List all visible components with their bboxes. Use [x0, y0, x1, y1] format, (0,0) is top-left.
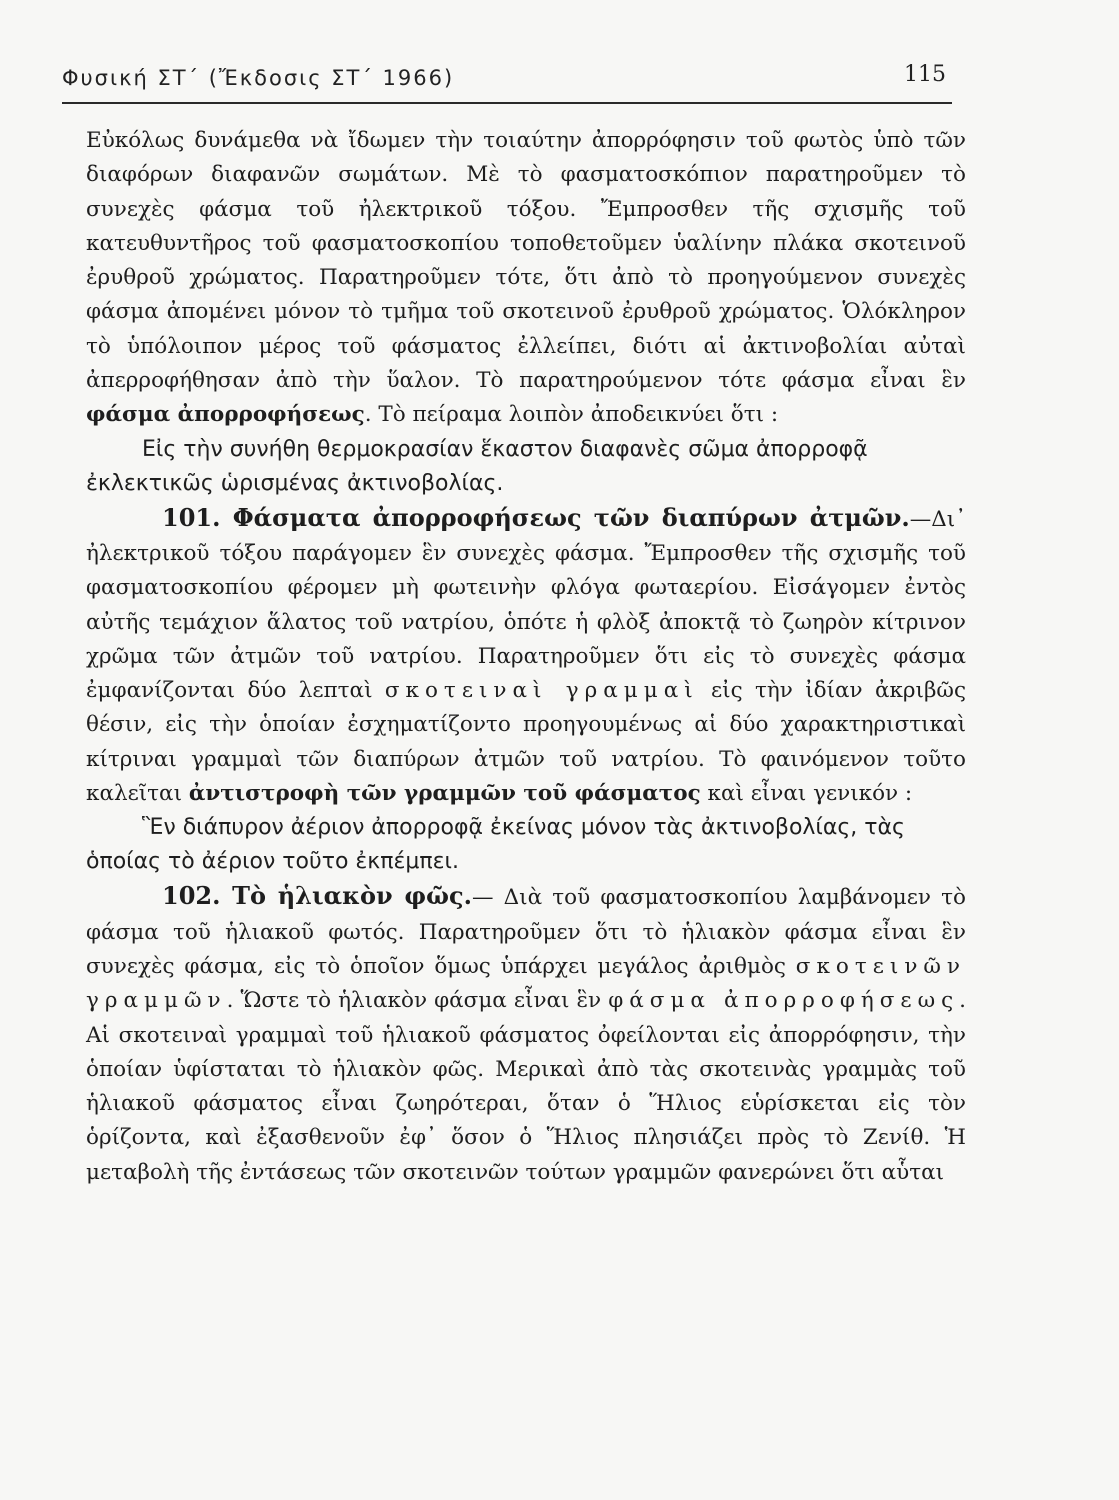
law-statement-2: Ἓν διάπυρον ἀέριον ἀπορροφᾷ ἐκείνας μόνον τὰς ἀκτινοβολίας, τὰς ὁποίας τὸ ἀέριον τοῦτο ἐκπέμπει. [86, 815, 905, 875]
paragraph-text: — Διὰ τοῦ φασματοσκοπίου λαμβάνομεν τὸ φάσμα τοῦ ἡλιακοῦ φωτός. Παρατηροῦμεν ὅτι τὸ ἡλιακὸν φάσμα εἶναι ἓν συνεχὲς φάσμα, εἰς τὸ ὁποῖον ὅμως ὑπάρχει μεγάλος ἀριθμὸς [86, 885, 966, 979]
paragraph-text: . Αἱ σκοτειναὶ γραμμαὶ τοῦ ἡλιακοῦ φάσματος ὀφείλονται εἰς ἀπορρόφησιν, τὴν ὁποίαν ὑφίσταται τὸ ἡλιακὸν φῶς. Μερικαὶ ἀπὸ τὰς σκοτεινὰς γραμμὰς τοῦ ἡλιακοῦ φάσματος εἶναι ζωηρότεραι, ὅταν ὁ Ἥλιος εὑρίσκεται εἰς τὸν ὁρίζοντα, καὶ ἐξασθενοῦν ἐφ᾽ ὅσον ὁ Ἥλιος πλησιάζει πρὸς τὸ Ζενίθ. Ἡ μεταβολὴ τῆς ἐντάσεως τῶν σκοτεινῶν τούτων γραμμῶν φανερώνει ὅτι αὗται [86, 988, 966, 1185]
paragraph-text: —Δι᾽ ἠλεκτρικοῦ τόξου παράγομεν ἓν συνεχὲς φάσμα. Ἔμπροσθεν τῆς σχισμῆς τοῦ φασματοσκοπίου φέρομεν μὴ φωτεινὴν φλόγα φωταερίου. Εἰσάγομεν ἐντὸς αὐτῆς τεμάχιον ἅλατος τοῦ νατρίου, ὁπότε ἡ φλὸξ ἀποκτᾷ τὸ ζωηρὸν κίτρινον χρῶμα τῶν ἀτμῶν τοῦ νατρίου. Παρατηροῦμεν ὅτι εἰς τὸ συνεχὲς φάσμα ἐμφανίζονται δύο λεπταὶ [86, 506, 966, 704]
page-body [86, 124, 966, 1190]
paragraph-text: . Τὸ πείραμα λοιπὸν ἀποδεικνύει ὅτι : [364, 402, 779, 428]
section-heading: 101. Φάσματα ἀπορροφήσεως τῶν διαπύρων ἀτμῶν. [162, 502, 910, 532]
running-head: Φυσική ΣΤ΄ (Ἔκδοσις ΣΤ΄ 1966) [62, 66, 455, 90]
spaced-emphasis: φάσμα ἀπορροφήσεως [608, 988, 960, 1014]
page-number: 115 [904, 62, 946, 87]
paragraph-text: Εὐκόλως δυνάμεθα νὰ ἴδωμεν τὴν τοιαύτην ἀπορρόφησιν τοῦ φωτὸς ὑπὸ τῶν διαφόρων διαφανῶν σωμάτων. Μὲ τὸ φασματοσκόπιον παρατηροῦμεν τὸ συνεχὲς φάσμα τοῦ ἠλεκτρικοῦ τόξου. Ἔμπροσθεν τῆς σχισμῆς τοῦ κατευθυντῆρος τοῦ φασματοσκοπίου τοποθετοῦμεν ὑαλίνην πλάκα σκοτεινοῦ ἐρυθροῦ χρώματος. Παρατηροῦμεν τότε, ὅτι ἀπὸ τὸ προηγούμενον συνεχὲς φάσμα ἀπομένει μόνον τὸ τμῆμα τοῦ σκοτεινοῦ ἐρυθροῦ χρώματος. Ὁλόκληρον τὸ ὑπόλοιπον μέρος τοῦ φάσματος ἐλλείπει, διότι αἱ ἀκτινοβολίαι αὐταὶ ἀπερροφήθησαν ἀπὸ τὴν ὕαλον. Τὸ παρατηρούμενον τότε φάσμα εἶναι ἓν [86, 128, 966, 394]
paragraph-absorption [86, 124, 966, 433]
paragraph-text: . Ὥστε τὸ ἡλιακὸν φάσμα εἶναι ἓν [226, 988, 602, 1014]
paragraph-text: καὶ εἶναι γενικόν : [707, 781, 913, 807]
section-heading: 102. Τὸ ἡλιακὸν φῶς. [162, 881, 472, 911]
section-101 [86, 501, 966, 812]
section-102 [86, 879, 966, 1190]
page-header [62, 62, 952, 104]
spaced-emphasis: σκοτεινῶν γραμμῶν [86, 953, 966, 1014]
paragraph-text: εἰς τὴν ἰδίαν ἀκριβῶς θέσιν, εἰς τὴν ὁποίαν ἐσχηματίζοντο προηγουμένως αἱ δύο χαρακτηριστικαὶ κίτριναι γραμμαὶ τῶν διαπύρων ἀτμῶν τοῦ νατρίου. Τὸ φαινόμενον τοῦτο καλεῖται [86, 678, 966, 807]
spaced-emphasis: σκοτειναὶ γραμμαὶ [384, 678, 699, 704]
emphasis-term: φάσμα ἀπορροφήσεως [86, 402, 365, 428]
emphasis-term: ἀντιστροφὴ τῶν γραμμῶν τοῦ φάσματος [188, 781, 701, 807]
law-statement-1: Εἰς τὴν συνήθη θερμοκρασίαν ἕκαστον διαφανὲς σῶμα ἀπορροφᾷ ἐκλεκτικῶς ὡρισμένας ἀκτινοβολίας. [86, 436, 868, 496]
